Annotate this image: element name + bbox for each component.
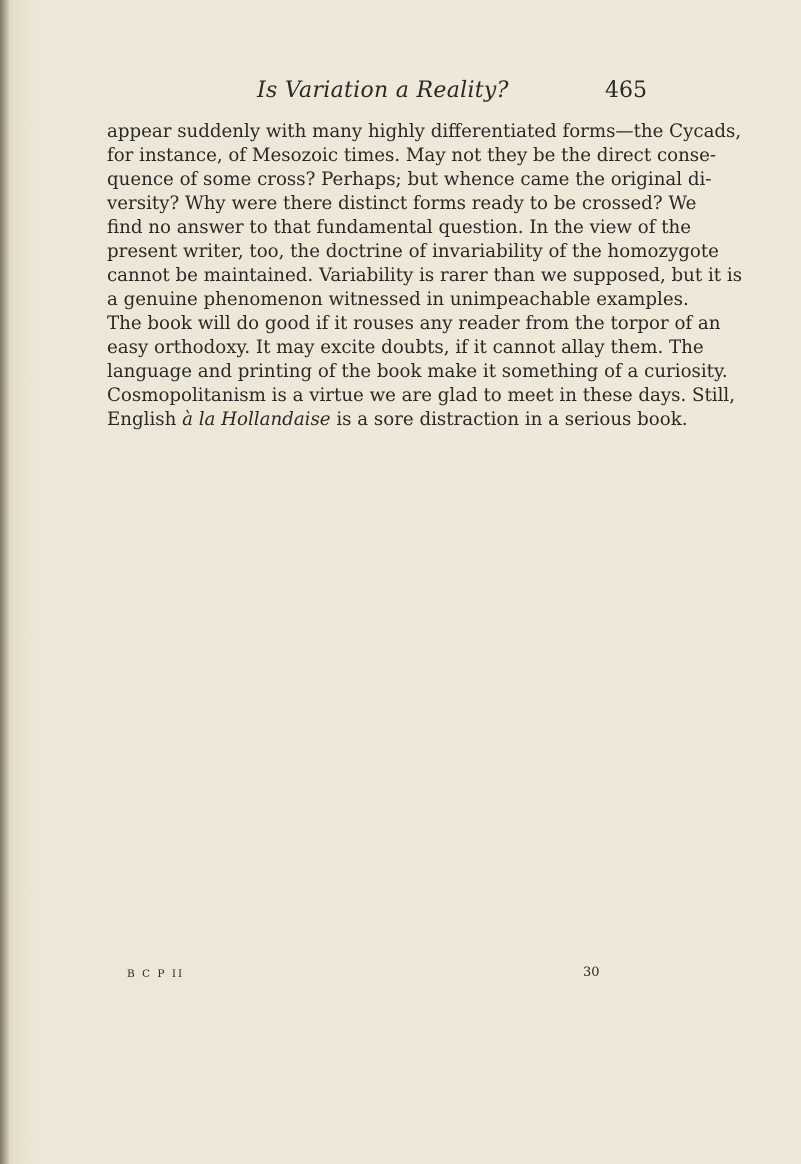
text-line: The book will do good if it rouses any reader from the torpor of an — [107, 313, 721, 334]
text-line: present writer, too, the doctrine of invariability of the homozygote — [107, 241, 719, 262]
printer-signature: B C P II — [127, 968, 185, 980]
signature-number: 30 — [583, 965, 600, 980]
text-line: quence of some cross? Perhaps; but whence came the original di- — [107, 169, 712, 190]
text-line-last — [107, 408, 688, 432]
page-number: 465 — [605, 78, 647, 103]
body-text — [107, 120, 743, 432]
paragraph-2 — [107, 312, 736, 432]
text-line: versity? Why were there distinct forms ready to be crossed? We — [107, 193, 697, 214]
text-line: easy orthodoxy. It may excite doubts, if it cannot allay them. The — [107, 337, 704, 358]
paragraph-1 — [107, 120, 743, 312]
page-gutter — [0, 0, 9, 1164]
text-line: cannot be maintained. Variability is rarer than we supposed, but it is — [107, 265, 743, 286]
italic-phrase: à la Hollandaise — [182, 409, 331, 430]
text-line: for instance, of Mesozoic times. May not they be the direct conse- — [107, 145, 717, 166]
running-head: Is Variation a Reality? — [257, 78, 509, 103]
text-line: appear suddenly with many highly differentiated forms—the Cycads, — [107, 121, 742, 142]
page-header — [107, 78, 647, 112]
text-line: a genuine phenomenon witnessed in unimpeachable examples. — [107, 289, 689, 310]
text-line: find no answer to that fundamental question. In the view of the — [107, 217, 692, 238]
text-line: language and printing of the book make it something of a curiosity. — [107, 361, 728, 382]
text-segment: English — [107, 409, 183, 430]
text-segment: is a sore distraction in a serious book. — [330, 409, 688, 430]
text-line: Cosmopolitanism is a virtue we are glad to meet in these days. Still, — [107, 385, 736, 406]
